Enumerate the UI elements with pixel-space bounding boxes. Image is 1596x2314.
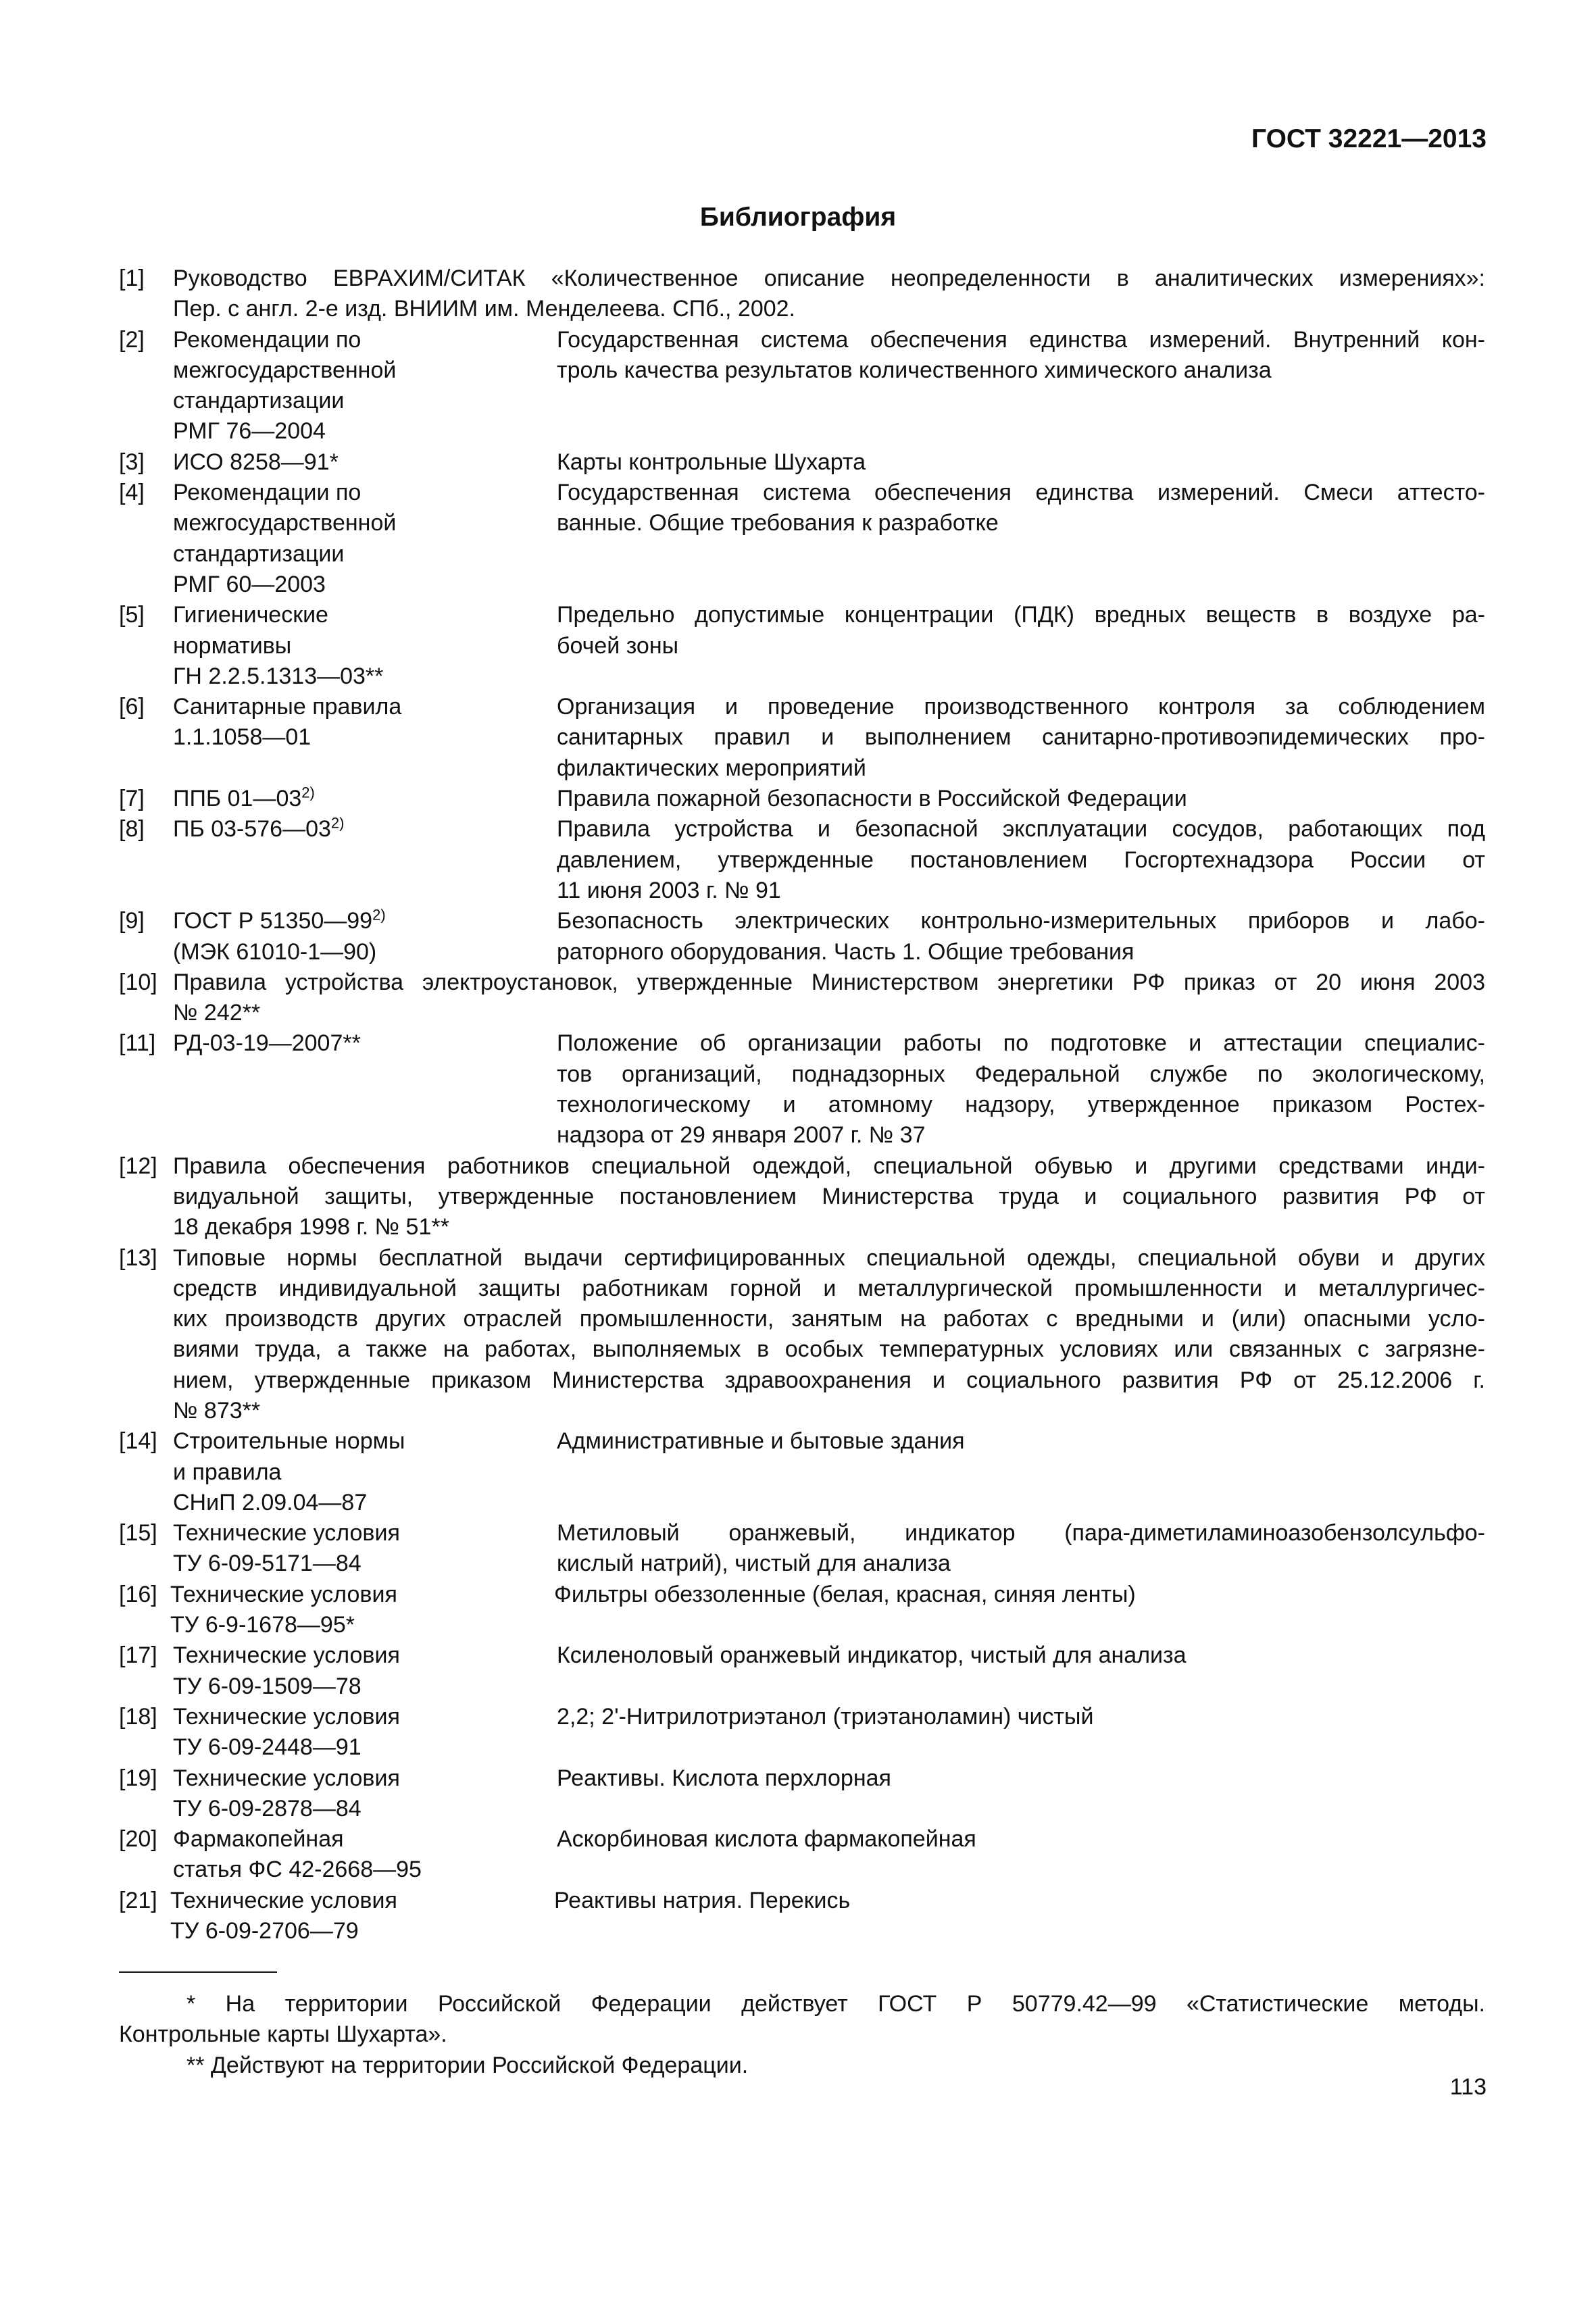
entry-designation: [173, 1763, 557, 1825]
entry-designation: [173, 1518, 557, 1580]
text-line: филактических мероприятий: [557, 755, 866, 781]
entry-number: [4]: [119, 480, 145, 506]
entry-number: [2]: [119, 326, 145, 353]
bibliography-entry: [119, 906, 1485, 967]
entry-text: [173, 967, 1485, 1029]
entry-title: [557, 325, 1485, 447]
designation-text: Технические условия ТУ 6-09-2706—79: [170, 1887, 397, 1944]
entry-title: [557, 692, 1485, 784]
entry-designation: [173, 600, 557, 692]
bibliography-entry: [119, 1763, 1485, 1825]
entry-title: [557, 906, 1485, 967]
entry-number: [6]: [119, 694, 145, 720]
entry-title: [557, 1640, 1485, 1702]
text-line: Правила устройства и безопасной эксплуатации сосудов, работающих под: [557, 816, 1485, 842]
entry-number: [20]: [119, 1826, 157, 1853]
footnote-divider: [119, 1971, 277, 1973]
entry-number: [16]: [119, 1581, 157, 1607]
text-line: * На территории Российской Федерации действует ГОСТ Р 50779.42—99 «Статистические методы.: [186, 1991, 1485, 2017]
text-line: Предельно допустимые концентрации (ПДК) вредных веществ в воздухе ра-: [557, 602, 1485, 628]
text-line: Правила пожарной безопасности в Российской Федерации: [557, 786, 1187, 812]
entry-number: [13]: [119, 1244, 157, 1271]
text-line: технологическому и атомному надзору, утвержденное приказом Ростех-: [557, 1092, 1485, 1118]
bibliography-entry: [119, 1886, 1485, 1947]
entry-number: [12]: [119, 1153, 157, 1179]
bibliography-title: Библиография: [699, 203, 897, 232]
entry-number: [11]: [119, 1030, 156, 1057]
entry-title: [557, 1763, 1485, 1825]
bibliography-entry: [119, 1640, 1485, 1702]
document-code: ГОСТ 32221—2013: [1251, 124, 1487, 153]
entry-title: [557, 784, 1485, 814]
bibliography-entry: [119, 447, 1485, 478]
text-line: Организация и проведение производственного контроля за соблюдением: [557, 694, 1485, 720]
text-line: виями труда, а также на работах, выполняемых в особых температурных условиях или связанных с загрязне-: [173, 1336, 1485, 1363]
bibliography-entry: [119, 1151, 1485, 1243]
designation-text: Фармакопейная статья ФС 42-2668—95: [173, 1826, 422, 1883]
text-line: Метиловый оранжевый, индикатор (пара-диметиламиноазобензолсульфо-: [557, 1520, 1485, 1546]
text-line: Фильтры обеззоленные (белая, красная, синяя ленты): [554, 1581, 1136, 1607]
entry-number: [3]: [119, 449, 145, 475]
bibliography-entry: [119, 600, 1485, 692]
entry-title: [557, 814, 1485, 906]
entry-number: [18]: [119, 1703, 157, 1730]
text-line: ванные. Общие требования к разработке: [557, 510, 999, 536]
bibliography-entry: [119, 1824, 1485, 1886]
bibliography-entry: [119, 263, 1485, 325]
designation-text: Технические условия ТУ 6-9-1678—95*: [170, 1581, 397, 1638]
entry-title: [557, 447, 1485, 478]
entry-number: [15]: [119, 1520, 157, 1546]
page-number: 113: [1449, 2074, 1487, 2100]
entry-designation: [173, 447, 557, 478]
footnotes: [119, 1989, 1485, 2081]
bibliography-entry: [119, 325, 1485, 447]
text-line: № 242**: [173, 1000, 261, 1026]
entry-designation: [173, 325, 557, 447]
text-line: Реактивы. Кислота перхлорная: [557, 1765, 891, 1791]
entry-designation: [173, 1702, 557, 1763]
bibliography-entry: [119, 1702, 1485, 1763]
entry-number: [14]: [119, 1428, 157, 1455]
text-line: раторного оборудования. Часть 1. Общие требования: [557, 938, 1134, 965]
footnote-ref: 2): [330, 815, 345, 832]
designation-text: РД-03-19—2007**: [173, 1030, 361, 1057]
entry-title: [554, 1886, 1485, 1947]
text-line: № 873**: [173, 1397, 261, 1424]
designation-text: Рекомендации по межгосударственной стандартизации РМГ 60—2003: [173, 480, 397, 597]
text-line: Ксиленоловый оранжевый индикатор, чистый для анализа: [557, 1642, 1187, 1669]
designation-text: ГОСТ Р 51350—99: [173, 908, 373, 934]
entry-number: [9]: [119, 908, 145, 934]
footnote-2: ** Действуют на территории Российской Федерации.: [186, 2052, 749, 2078]
entry-text: [173, 1243, 1485, 1427]
text-line: средств индивидуальной защиты работникам горной и металлургической промышленности и металлургичес-: [173, 1275, 1485, 1301]
entry-designation: [173, 814, 557, 906]
designation-text: Технические условия ТУ 6-09-5171—84: [173, 1520, 400, 1577]
bibliography-entry: [119, 1028, 1485, 1151]
text-line: Типовые нормы бесплатной выдачи сертифицированных специальной одежды, специальной обуви и других: [173, 1244, 1485, 1271]
text-line: Пер. с англ. 2-е изд. ВНИИМ им. Менделеева. СПб., 2002.: [173, 296, 795, 322]
entry-title: [557, 1518, 1485, 1580]
entry-title: [557, 1824, 1485, 1886]
entry-designation: [173, 692, 557, 784]
bibliography-entry: [119, 967, 1485, 1029]
designation-text: ИСО 8258—91*: [173, 449, 339, 475]
entry-number: [21]: [119, 1887, 157, 1913]
text-line: ких производств других отраслей промышленности, занятым на работах с вредными и (или) опасными усло-: [173, 1306, 1485, 1332]
designation-text: Гигиенические нормативы ГН 2.2.5.1313—03**: [173, 602, 384, 689]
text-line: Государственная система обеспечения единства измерений. Внутренний кон-: [557, 326, 1485, 353]
designation-text: Санитарные правила 1.1.1058—01: [173, 694, 402, 751]
entry-text: [173, 1151, 1485, 1243]
entry-title: [554, 1580, 1485, 1641]
text-line: Карты контрольные Шухарта: [557, 449, 866, 475]
text-line: троль качества результатов количественного химического анализа: [557, 357, 1272, 383]
text-line: Административные и бытовые здания: [557, 1428, 965, 1455]
entry-number: [8]: [119, 816, 145, 842]
designation-text: Технические условия ТУ 6-09-2448—91: [173, 1703, 400, 1761]
entry-text: [173, 263, 1485, 325]
entry-title: [557, 600, 1485, 692]
text-line: Безопасность электрических контрольно-измерительных приборов и лабо-: [557, 908, 1485, 934]
designation-text: ПБ 03-576—03: [173, 816, 331, 842]
text-line: надзора от 29 января 2007 г. № 37: [557, 1122, 926, 1149]
text-line: Контрольные карты Шухарта».: [119, 2021, 447, 2048]
entry-number: [5]: [119, 602, 145, 628]
designation-text: ППБ 01—03: [173, 786, 302, 812]
text-line: нием, утвержденные приказом Министерства здравоохранения и социального развития РФ от 25.12.2006 г.: [173, 1367, 1485, 1393]
designation-text: Строительные нормы и правила СНиП 2.09.04—87: [173, 1428, 405, 1515]
entry-number: [1]: [119, 266, 145, 291]
entry-title: [557, 1028, 1485, 1151]
bibliography-entry: [119, 1518, 1485, 1580]
entry-designation: [173, 1640, 557, 1702]
bibliography-list: [119, 263, 1485, 1946]
entry-designation: [170, 1886, 554, 1947]
entry-title: [557, 478, 1485, 600]
text-line: Аскорбиновая кислота фармакопейная: [557, 1826, 976, 1853]
text-line: 11 июня 2003 г. № 91: [557, 877, 781, 903]
designation-text: Технические условия ТУ 6-09-2878—84: [173, 1765, 400, 1821]
footnote-ref: 2): [372, 906, 386, 924]
entry-number: [17]: [119, 1642, 157, 1669]
entry-designation: [173, 906, 557, 967]
entry-designation: [173, 1426, 557, 1518]
entry-number: [7]: [119, 786, 145, 812]
bibliography-entry: [119, 1243, 1485, 1427]
entry-title: [557, 1426, 1485, 1518]
text-line: 18 декабря 1998 г. № 51**: [173, 1214, 449, 1240]
text-line: тов организаций, поднадзорных Федеральной службе по экологическому,: [557, 1061, 1485, 1087]
text-line: Руководство ЕВРАХИМ/СИТАК «Количественное описание неопределенности в аналитических измерениях»:: [173, 266, 1485, 291]
bibliography-entry: [119, 814, 1485, 906]
text-line: санитарных правил и выполнением санитарно-противоэпидемических про-: [557, 724, 1485, 751]
text-line: Положение об организации работы по подготовке и аттестации специалис-: [557, 1030, 1485, 1057]
entry-designation: [173, 784, 557, 814]
text-line: Государственная система обеспечения единства измерений. Смеси аттесто-: [557, 480, 1485, 506]
entry-designation: [170, 1580, 554, 1641]
designation-extra: (МЭК 61010-1—90): [173, 938, 377, 965]
text-line: кислый натрий), чистый для анализа: [557, 1551, 951, 1577]
bibliography-entry: [119, 1580, 1485, 1641]
entry-designation: [173, 1824, 557, 1886]
entry-title: [557, 1702, 1485, 1763]
bibliography-entry: [119, 784, 1485, 814]
entry-number: [19]: [119, 1765, 157, 1791]
text-line: 2,2; 2'-Нитрилотриэтанол (триэтаноламин) чистый: [557, 1703, 1094, 1730]
text-line: видуальной защиты, утвержденные постановлением Министерства труда и социального развития РФ от: [173, 1183, 1485, 1209]
entry-number: [10]: [119, 969, 157, 995]
bibliography-entry: [119, 1426, 1485, 1518]
bibliography-entry: [119, 692, 1485, 784]
footnote-ref: 2): [301, 784, 315, 801]
text-line: Правила устройства электроустановок, утвержденные Министерством энергетики РФ приказ от 20 июня 2003: [173, 969, 1485, 995]
footnote-1: [119, 1989, 1485, 2051]
text-line: Реактивы натрия. Перекись: [554, 1887, 851, 1913]
text-line: бочей зоны: [557, 632, 679, 659]
designation-text: Рекомендации по межгосударственной стандартизации РМГ 76—2004: [173, 326, 397, 445]
text-line: Правила обеспечения работников специальной одеждой, специальной обувью и другими средствами инди-: [173, 1153, 1485, 1179]
entry-designation: [173, 1028, 557, 1151]
text-line: давлением, утвержденные постановлением Госгортехнадзора России от: [557, 847, 1485, 873]
entry-designation: [173, 478, 557, 600]
designation-text: Технические условия ТУ 6-09-1509—78: [173, 1642, 400, 1699]
bibliography-entry: [119, 478, 1485, 600]
